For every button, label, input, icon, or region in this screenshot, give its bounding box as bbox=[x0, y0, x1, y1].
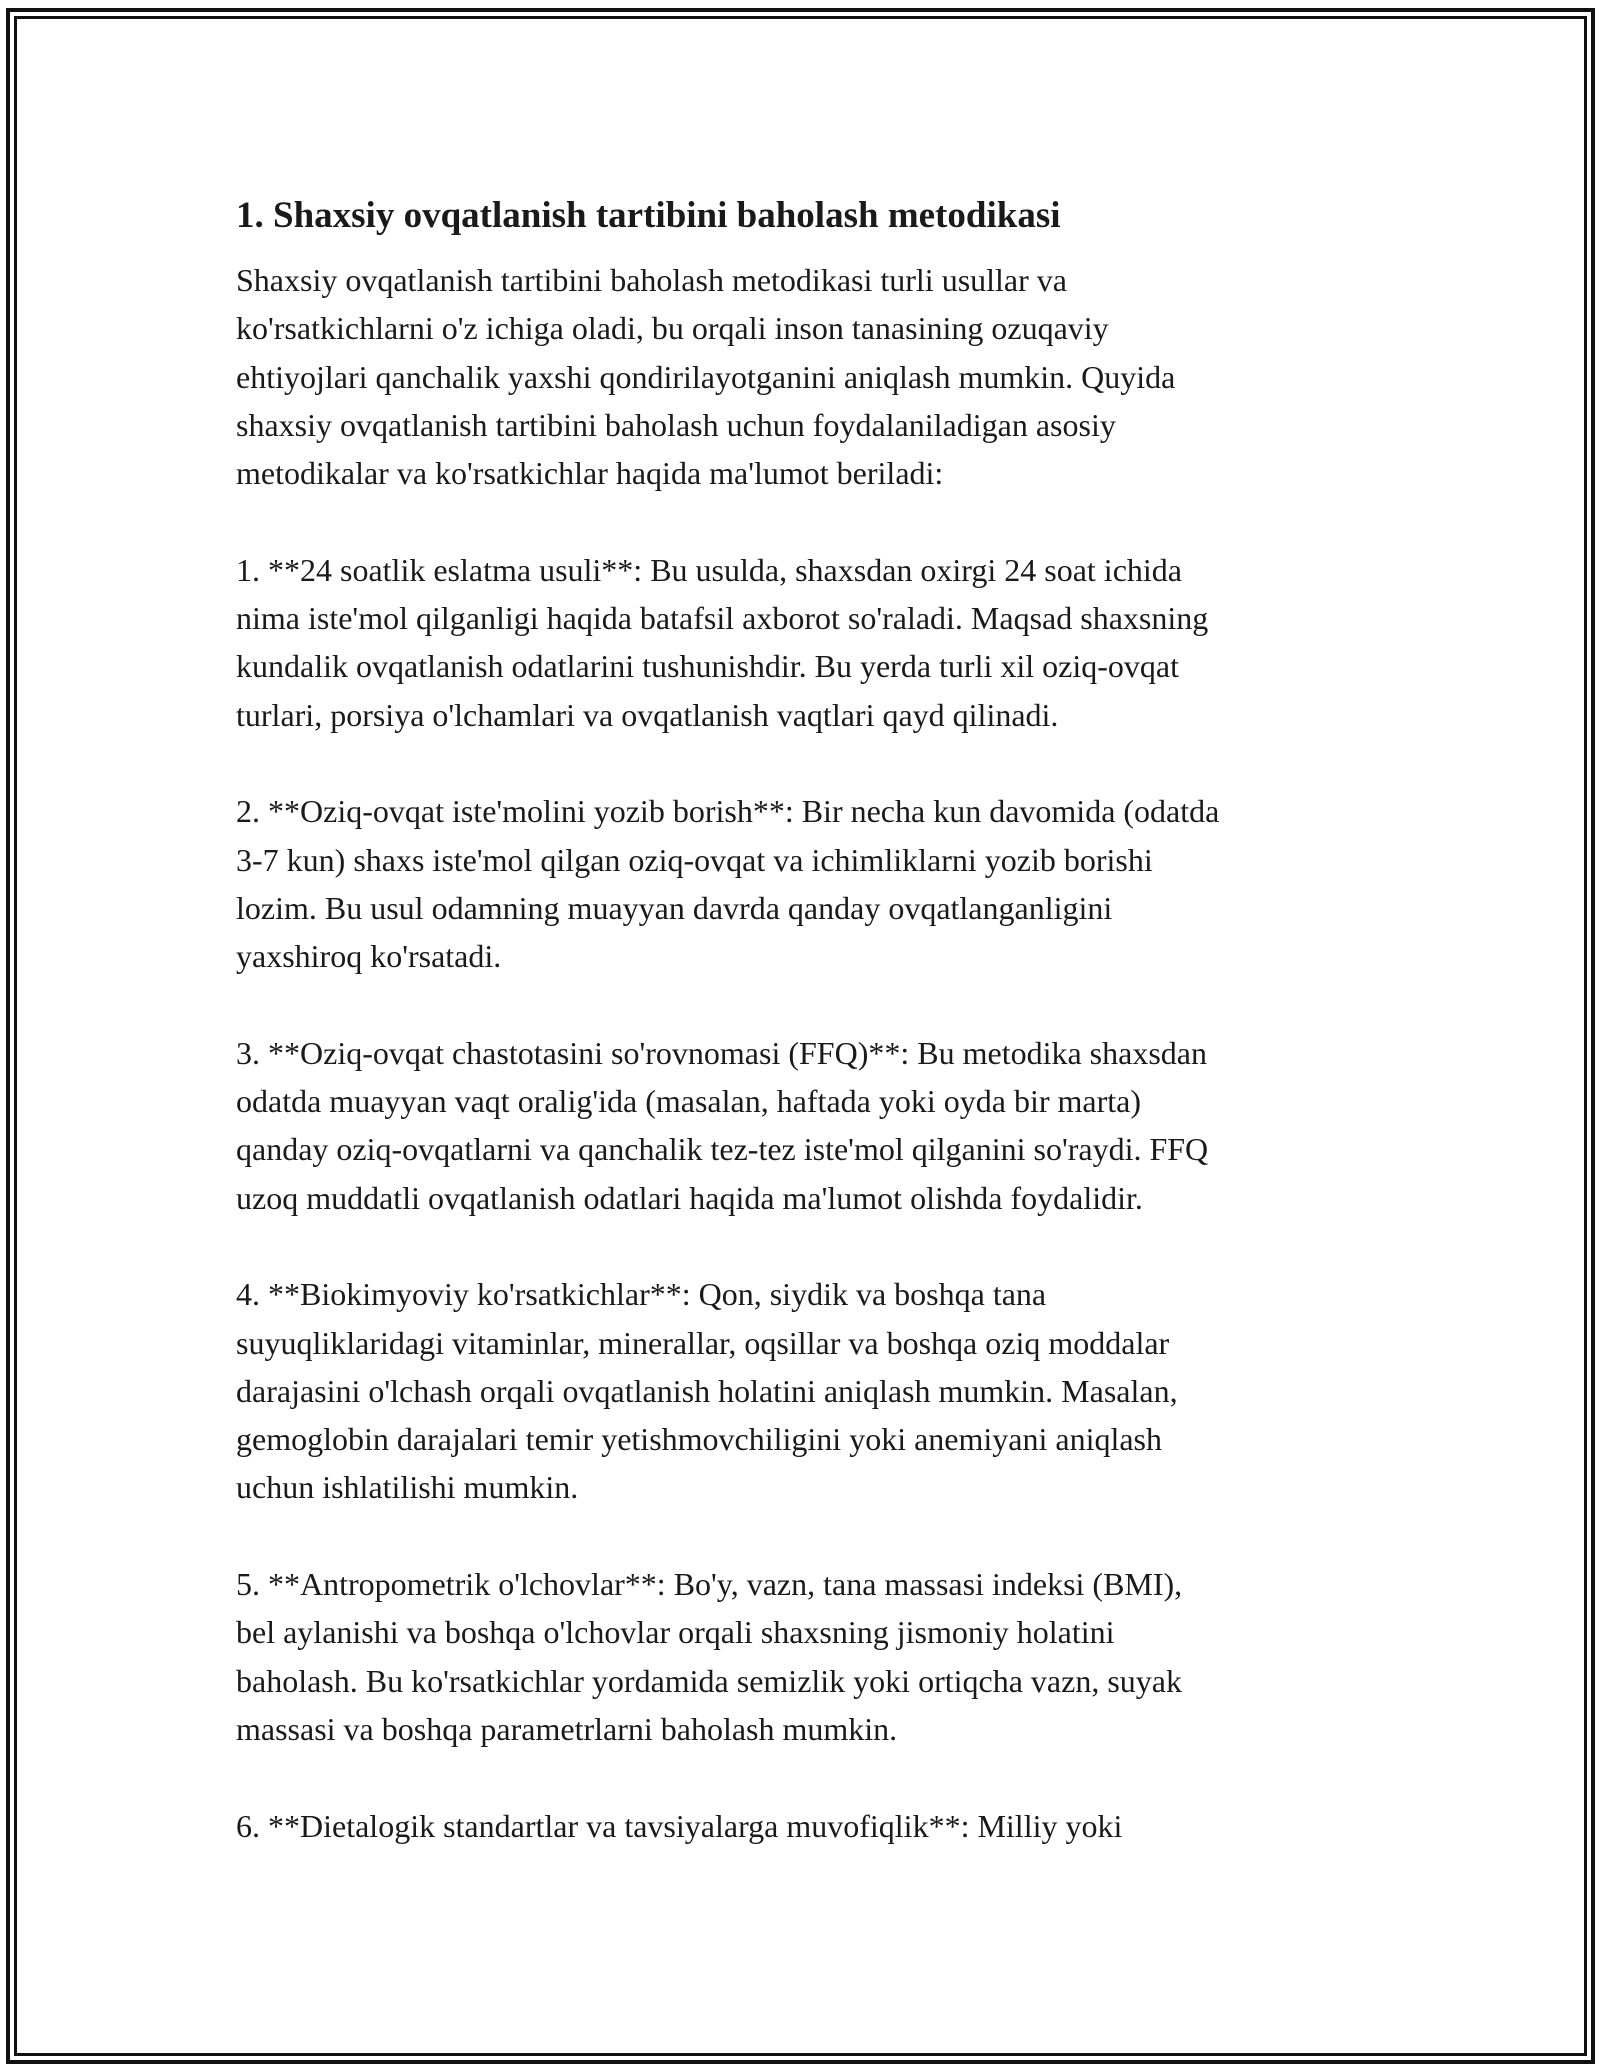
text-line: 1. **24 soatlik eslatma usuli**: Bu usulda, shaxsdan oxirgi 24 soat ichida bbox=[236, 551, 1182, 588]
paragraph-gap bbox=[236, 1512, 1386, 1560]
text-line: 3-7 kun) shaxs iste'mol qilgan oziq-ovqat va ichimliklarni yozib borishi bbox=[236, 841, 1153, 878]
text-line: gemoglobin darajalari temir yetishmovchiligini yoki anemiyani aniqlash bbox=[236, 1421, 1162, 1458]
text-line: uchun ishlatilishi mumkin. bbox=[236, 1469, 579, 1506]
paragraph-gap bbox=[236, 1222, 1386, 1270]
text-line: ehtiyojlari qanchalik yaxshi qondirilayotganini aniqlash mumkin. Quyida bbox=[236, 358, 1176, 395]
method-item-4 bbox=[236, 1270, 1386, 1511]
text-line: nima iste'mol qilganligi haqida batafsil axborot so'raladi. Maqsad shaxsning bbox=[236, 600, 1209, 637]
text-line: shaxsiy ovqatlanish tartibini baholash uchun foydalaniladigan asosiy bbox=[236, 406, 1116, 443]
text-line: turlari, porsiya o'lchamlari va ovqatlanish vaqtlari qayd qilinadi. bbox=[236, 696, 1059, 733]
document-body bbox=[236, 188, 1386, 1850]
text-line: kundalik ovqatlanish odatlarini tushunishdir. Bu yerda turli xil oziq-ovqat bbox=[236, 648, 1179, 685]
text-line: darajasini o'lchash orqali ovqatlanish holatini aniqlash mumkin. Masalan, bbox=[236, 1372, 1178, 1409]
method-item-2 bbox=[236, 787, 1386, 980]
text-line: 2. **Oziq-ovqat iste'molini yozib borish**: Bir necha kun davomida (odatda bbox=[236, 793, 1220, 830]
text-line: massasi va boshqa parametrlarni baholash mumkin. bbox=[236, 1710, 898, 1747]
text-line: ko'rsatkichlarni o'z ichiga oladi, bu orqali inson tanasining ozuqaviy bbox=[236, 310, 1109, 347]
text-line: suyuqliklaridagi vitaminlar, minerallar, oqsillar va boshqa oziq moddalar bbox=[236, 1324, 1170, 1361]
text-line: qanday oziq-ovqatlarni va qanchalik tez-tez iste'mol qilganini so'raydi. FFQ bbox=[236, 1131, 1209, 1168]
text-line: yaxshiroq ko'rsatadi. bbox=[236, 938, 502, 975]
text-line: 6. **Dietalogik standartlar va tavsiyalarga muvofiqlik**: Milliy yoki bbox=[236, 1807, 1123, 1844]
text-line: bel aylanishi va boshqa o'lchovlar orqali shaxsning jismoniy holatini bbox=[236, 1614, 1115, 1651]
text-line: 3. **Oziq-ovqat chastotasini so'rovnomasi (FFQ)**: Bu metodika shaxsdan bbox=[236, 1034, 1207, 1071]
text-line: metodikalar va ko'rsatkichlar haqida ma'lumot beriladi: bbox=[236, 455, 944, 492]
text-line: lozim. Bu usul odamning muayyan davrda qanday ovqatlanganligini bbox=[236, 889, 1113, 926]
method-item-1 bbox=[236, 546, 1386, 739]
text-line: baholash. Bu ko'rsatkichlar yordamida semizlik yoki ortiqcha vazn, suyak bbox=[236, 1662, 1182, 1699]
paragraph-gap bbox=[236, 1753, 1386, 1801]
paragraph-gap bbox=[236, 739, 1386, 787]
text-line: Shaxsiy ovqatlanish tartibini baholash metodikasi turli usullar va bbox=[236, 262, 1067, 298]
text-line: uzoq muddatli ovqatlanish odatlari haqida ma'lumot olishda foydalidir. bbox=[236, 1179, 1143, 1216]
text-line: odatda muayyan vaqt oralig'ida (masalan, haftada yoki oyda bir marta) bbox=[236, 1083, 1141, 1120]
intro-paragraph bbox=[236, 256, 1386, 497]
paragraph-gap bbox=[236, 980, 1386, 1028]
method-item-3 bbox=[236, 1029, 1386, 1222]
text-line: 4. **Biokimyoviy ko'rsatkichlar**: Qon, siydik va boshqa tana bbox=[236, 1276, 1047, 1313]
document-title: 1. Shaxsiy ovqatlanish tartibini baholash metodikasi bbox=[236, 195, 1061, 236]
text-line: 5. **Antropometrik o'lchovlar**: Bo'y, vazn, tana massasi indeksi (BMI), bbox=[236, 1566, 1183, 1603]
method-item-5 bbox=[236, 1560, 1386, 1753]
paragraph-gap bbox=[236, 497, 1386, 545]
method-item-6 bbox=[236, 1802, 1386, 1850]
